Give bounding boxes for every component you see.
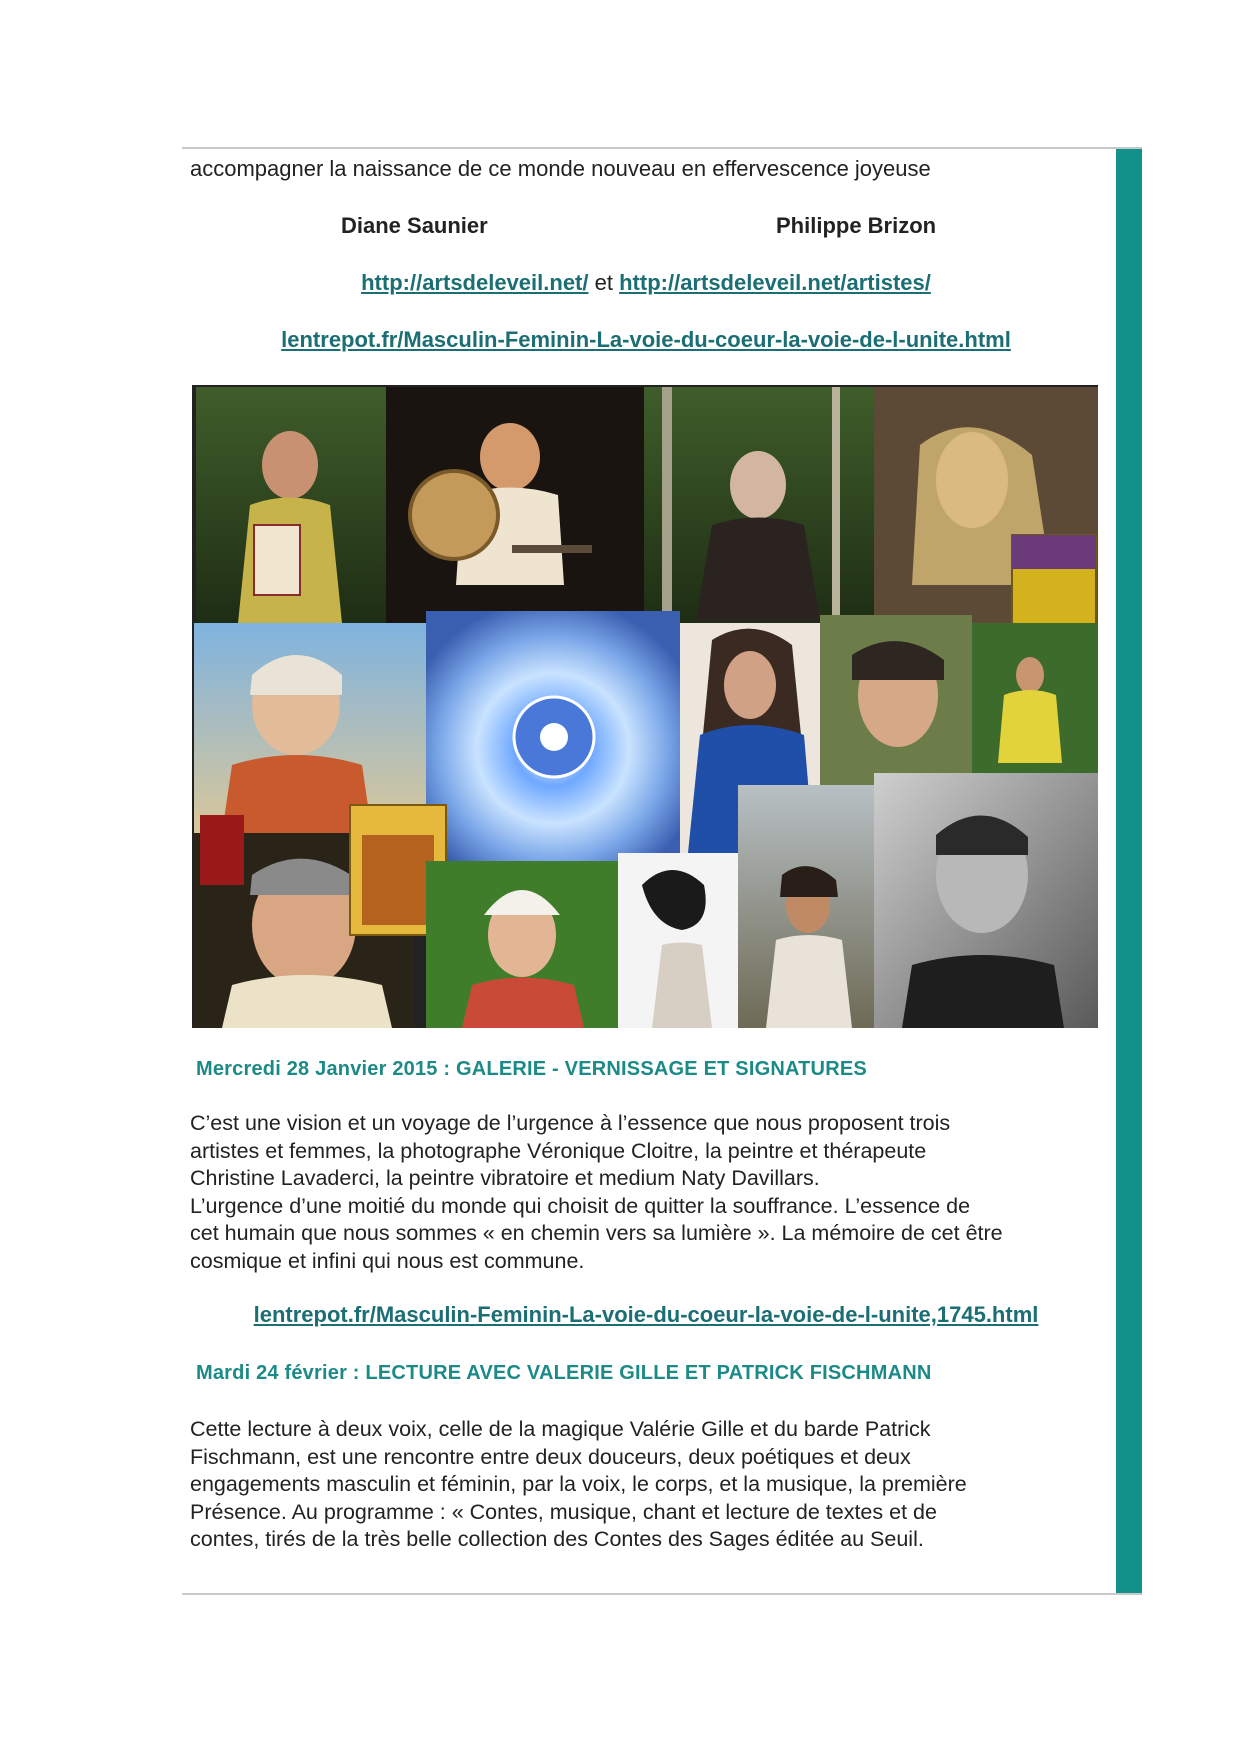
event-paragraph-galerie	[190, 1110, 1102, 1276]
paragraph-line: cet humain que nous sommes « en chemin vers sa lumière ». La mémoire de cet être	[190, 1221, 1003, 1246]
paragraph-line: Présence. Au programme : « Contes, musique, chant et lecture de textes et de	[190, 1499, 937, 1524]
paragraph-line: engagements masculin et féminin, par la voix, le corps, et la musique, la première	[190, 1472, 967, 1497]
paragraph-line: contes, tirés de la très belle collection des Contes des Sages éditée au Seuil.	[190, 1527, 924, 1552]
paragraph-line: Fischmann, est une rencontre entre deux douceurs, deux poétiques et deux	[190, 1444, 911, 1469]
event-heading-galerie: Mercredi 28 Janvier 2015 : GALERIE - VERNISSAGE ET SIGNATURES	[196, 1058, 867, 1080]
event-heading-lecture: Mardi 24 février : LECTURE AVEC VALERIE GILLE ET PATRICK FISCHMANN	[196, 1362, 932, 1384]
links-row	[190, 270, 1102, 296]
link-artistes[interactable]: http://artsdeleveil.net/artistes/	[619, 270, 931, 295]
link-artsdeleveil[interactable]: http://artsdeleveil.net/	[361, 270, 589, 295]
link-joiner: et	[594, 270, 613, 295]
link-masculin-feminin-1745[interactable]: lentrepot.fr/Masculin-Feminin-La-voie-du-coeur-la-voie-de-l-unite,1745.html	[253, 1302, 1039, 1327]
bottom-rule	[182, 1593, 1142, 1595]
paragraph-line: Christine Lavaderci, la peintre vibratoire et medium Naty Davillars.	[190, 1166, 820, 1191]
author-left: Diane Saunier	[341, 213, 488, 238]
link-line-1	[190, 327, 1102, 353]
paragraph-line: cosmique et infini qui nous est commune.	[190, 1248, 585, 1273]
top-rule	[182, 147, 1142, 149]
artists-photo-collage	[192, 385, 1098, 1028]
author-right: Philippe Brizon	[776, 213, 937, 238]
paragraph-line: C’est une vision et un voyage de l’urgence à l’essence que nous proposent trois	[190, 1111, 951, 1135]
link-line-2	[190, 1302, 1102, 1328]
event-paragraph-lecture	[190, 1416, 1102, 1554]
book-cover-red	[200, 815, 244, 885]
teal-sidebar-bar	[1116, 149, 1142, 1593]
collage-image	[192, 385, 1098, 1028]
link-masculin-feminin[interactable]: lentrepot.fr/Masculin-Feminin-La-voie-du-coeur-la-voie-de-l-unite.html	[281, 327, 1011, 352]
paragraph-line: Cette lecture à deux voix, celle de la magique Valérie Gille et du barde Patrick	[190, 1417, 931, 1441]
intro-text: accompagner la naissance de ce monde nouveau en effervescence joyeuse	[190, 156, 931, 181]
paragraph-line: artistes et femmes, la photographe Véronique Cloitre, la peintre et thérapeute	[190, 1138, 927, 1163]
paragraph-line: L’urgence d’une moitié du monde qui choisit de quitter la souffrance. L’essence de	[190, 1193, 971, 1218]
